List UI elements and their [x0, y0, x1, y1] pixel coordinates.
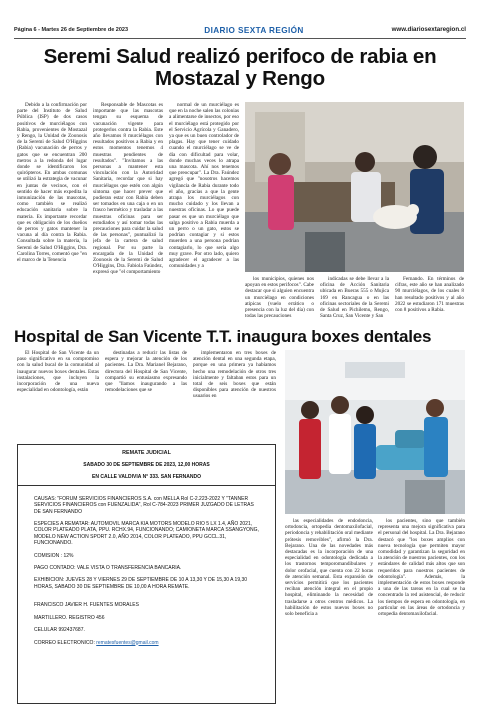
article1-column-4: los municipios, quienes nos apoyan en estos perifocos". Cabe destacar que si alguien encuentra un murciélago en condiciones atípicas (vuelo errático o presencia con la luz del día) con todas las precauciones — [245, 276, 314, 320]
ad-registro: MARTILLERO. REGISTRO 456 — [34, 614, 105, 621]
vaccination-photo-illustration — [245, 102, 464, 272]
article1-column-2: Responsable de Mascotas es importante que las mascotas tengan su esquema de vacunación vigente para protegerlos contra la Rabia. Este año llevamos 8 murciélagos con resultados positivos a Rabia y en estos momentos tenemos 4 muestras pendientes de resultados". "Invitamos a las personas a mantener esta vinculación con la Autoridad Sanitaria, recordar que si hay murciélagos que estén con algún síntoma que hacer prever que pudieran estar con Rabia deben ser tomados en una caja o en un frasco hermético y trasladar a las muestras oficinas para ser estudiados y así tomar todas las precauciones para cuidar la salud de las personas", puntualizó la jefa de la cartera de salud regional. Por su parte la encargada de la Unidad de Zoonosis de la Seremi de Salud O'Higgins, Dra. Fabiola Faúndez, expresó que "el comportamiento — [93, 102, 163, 276]
article2-headline: Hospital de San Vicente T.T. inaugura boxes dentales — [14, 327, 432, 346]
article2-column-2: destinadas a reducir las listas de espera y mejorar la atención de los pacientes. La Dra. Marianel Bejarano, directora del Hospital de San Vicente, compartió su entusiasmo expresando que "llamos inaugurando a las remodelaciones que se — [105, 350, 187, 394]
header-divider — [14, 38, 466, 39]
ad-comision: COMISION : 12% — [34, 552, 74, 559]
page-date: Página 6 - Martes 26 de Septiembre de 2023 — [14, 27, 129, 33]
article2-column-5: los pacientes, sino que también representa una mejora significativa para el personal del hospital. La Dra. Bejarano destacó que "los boxes amplios con nueva tecnología que permiten mayor comodidad y garantizan la seguridad en la atención de nuestros pacientes, con los estándares de calidad más altos que son requeridos para nuestros pacientes de odontología". Además, la implementación de estos boxes responde a una de las tareas en la cual se ha concentrado la red asistencial, de reducir los tiempos de espera en odontología, en particular en las áreas de ortodoncia y ortopedia dentomaxilofacial. — [378, 518, 465, 618]
section-title: DIARIO SEXTA REGIÓN — [204, 26, 304, 35]
ad-email-link[interactable]: rematesfuentes@gmail.com — [96, 639, 159, 646]
ad-date: SABADO 30 DE SEPTIEMBRE DE 2023, 12,00 HORAS — [83, 462, 210, 468]
ad-martillero: FRANCISCO JAVIER H. FUENTES MORALES — [34, 602, 139, 609]
ad-causas: CAUSAS: "FORUM SERVICIOS FINANCIEROS S.A. con MELLA Rol C-2.223-2022 Y "TANNER SERVICIOS FINANCIEROS con FUENZALIDA", Rol C-784-2023 PRIMER JUZGADO DE LETRAS DE SAN FERNANDO — [34, 495, 254, 515]
ad-place: EN CALLE VALDIVIA N° 333. SAN FERNANDO — [92, 474, 201, 481]
website-link[interactable]: www.diariosextaregion.cl — [391, 26, 466, 33]
article1-column-3: normal de un murciélago es que en la noche salen las colonias a alimentarse de insectos, por eso el murciélago está protegido por el Servicio Agrícola y Ganadero, ya que es un buen controlador de plagas. Hay que tener cuidado cuando el murciélago se ve de día con dificultad para volar, donde muchas veces lo atrapa una mascota. Ahí nos tenemos que preocupar". La Dra. Faúndez agregó que "nosotros hacemos vigilancia de Rabia durante todo el año, gracias a que la gente atrapa los murciélagos con mucho cuidado y los llevan a nuestras oficinas. Lo que puede pasar es que un murciélago que salga positivo a Rabia muerda a un perro o un gato, estos se podrían contagiar y si estos muerden a una persona podrían contagiarlo, lo que sería algo muy grave. Por otro lado, quiero agradecer el agradecer a las comunidades y a — [169, 102, 239, 270]
ad-correo-label: CORREO ELECTRONICO: — [34, 639, 95, 646]
article2-column-1: El Hospital de San Vicente da un paso significativo en su compromiso con la salud bucal de la comunidad al inaugurar nuevos boxes dentales. Estas instalaciones, que incluyen la incorporación de una nueva especialidad en odontología, están — [17, 350, 99, 394]
article1-photo — [245, 102, 464, 272]
article2-photo — [285, 350, 465, 514]
ad-exhibicion: EXHIBICION: JUEVES 28 Y VIERNES 29 DE SEPTIEMBRE DE 10 A 13,30 Y DE 15,30 A 19,30 HORAS, SABADO 30 DE SEPTIEMBRE DE 10,00 A HORA REMATE. — [34, 577, 248, 590]
article1-headline: Seremi Salud realizó perifoco de rabia en Mostazal y Rengo — [43, 45, 437, 90]
ad-celular: CELULAR 992437687. — [34, 627, 85, 634]
ad-especies: ESPECIES A REMATAR: AUTOMOVIL MARCA KIA MOTORS MODELO RIO 5 LX 1.4, AÑO 2021, COLOR PLATEADO PLATA, PPU. RCHX.94, FUNCIONANDO; CAMIONETA MARCA SSANGYONG, MODELO NEW ACTION SPORT 2.0, AÑO 2014, COLOR PLATEADO, PPU GCCL.31, FUNCIONANDO. — [34, 521, 259, 547]
ad-correo — [18, 640, 275, 646]
ad-pago: PAGO CONTADO: VALE VISTA O TRANSFERENCIA BANCARIA. — [34, 565, 182, 572]
article2-column-4: las especialidades de endodoncia, ortodoncia, ortopedia dentomaxilofacial, periodoncia y rehabilitación oral mediante prótesis removibles", afirmó la Dra. Bejarano. Una de las novedades más destacadas es la incorporación de una especialidad en odontología dedicada a los trastornos temporomandibulares y dolor orofacial, que cuenta con 22 horas de atención semanal. Esta expansión de servicios permitirá que los pacientes reciban atención integral en el propio hospital, eliminando la necesidad de trasladarse a otros centros médicos. La habilitación de estos nuevos boxes no solo beneficia a — [285, 518, 373, 618]
ad-title: REMATE JUDICIAL — [122, 450, 171, 456]
dental-boxes-photo-illustration — [285, 350, 465, 514]
article1-column-6: Fernando. En términos de cifras, este año se han analizado 90 murciélagos, de los cuales 8 han resultado positivos y al año 2022 se estudiaron 171 muestras con 8 positivos a Rabia. — [395, 276, 464, 314]
page-header — [14, 23, 466, 39]
article1-column-1: Debido a la confirmación por parte del Instituto de Salud Pública (ISP) de dos casos positivos de murciélagos con Rabia, provenientes de Mostazal y Rengo, la Unidad de Zoonosis de la Seremi de Salud O'Higgins (Rabia) vacunación de perros y gatos que se encuentran 200 metros a la redonda del lugar donde se identificaron los quirópteros. En ambas comunas se utilizó la estrategia de vacunar en juntas de vecinos, con el sentido de hacer más expedita la inmunización de las mascotas, como también se realizó educación sanitaria sobre la materia. Es importante recordar que es obligación de los dueños de perros y gatos mantener la vacuna al día contra la Rabia. Consultada sobre la materia, la Seremi de Salud O'Higgins, Dra. Carolina Torres, comentó que "en el marco de la Tenencia — [17, 102, 87, 264]
article2-column-3: implementaron en tres boxes de atención dental en una segunda etapa, porque en una primera ya habíamos hecho una remodelación de otros tres inicialmente y faltaban estos para un total de seis boxes que están disponibles para atención de nuestros usuarios en — [193, 350, 276, 400]
judicial-auction-ad — [17, 444, 276, 704]
article1-column-5: indicadas se debe llevar a la oficina de Acción Sanitaria ubicada en Bueras 555 o Mujica 169 en Rancagua o en las oficinas sectoriales de la Seremi de Salud en Pichilemu, Rengo, Santa Cruz, San Vicente y San — [320, 276, 389, 320]
ad-divider — [18, 485, 275, 486]
